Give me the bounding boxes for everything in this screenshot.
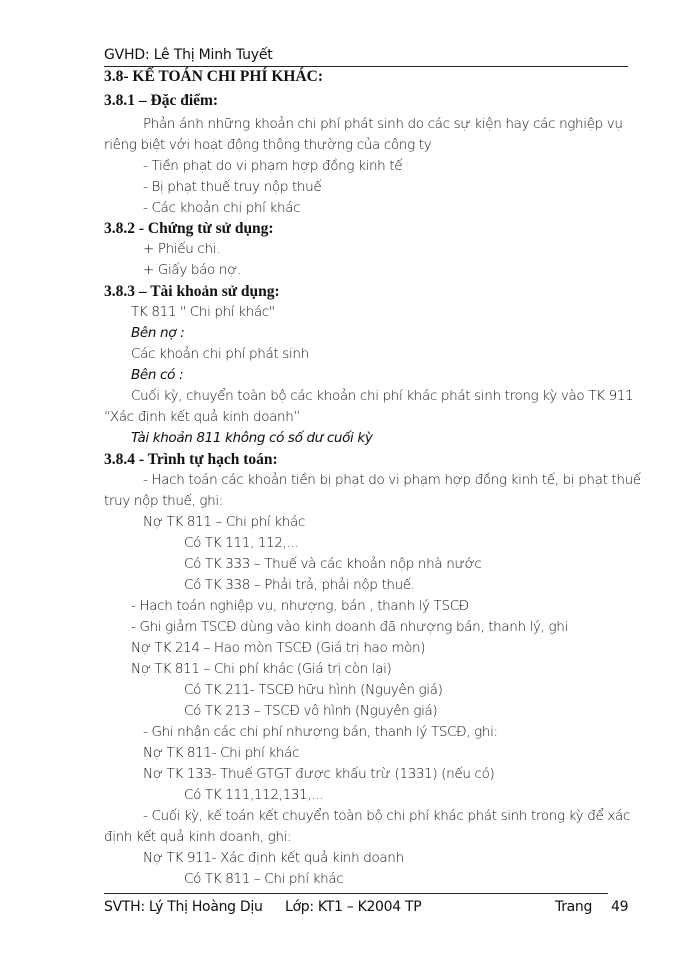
entry-debit: Nợ TK 811 – Chi phí khác (Giá trị còn lại) xyxy=(131,661,392,677)
entry-debit: Nợ TK 911- Xác định kết quả kinh doanh xyxy=(143,850,404,866)
footer-rule xyxy=(104,893,608,894)
heading-3-8-4: 3.8.4 - Trình tự hạch toán: xyxy=(104,451,278,468)
section-title: 3.8- KẾ TOÁN CHI PHÍ KHÁC: xyxy=(104,68,324,85)
heading-3-8-3: 3.8.3 – Tài khoản sử dụng: xyxy=(104,283,280,300)
entry-credit: Có TK 811 – Chi phí khác xyxy=(184,871,344,887)
para-line: Phản ánh những khoản chi phí phát sinh do các sự kiện hay các nghiệp vụ xyxy=(143,116,623,132)
entry-credit: Có TK 213 – TSCĐ vô hình (Nguyên giá) xyxy=(184,703,438,719)
footer-student: SVTH: Lý Thị Hoàng Dịu xyxy=(104,899,263,915)
debit-text: Các khoản chi phí phát sinh xyxy=(131,346,309,362)
list-item: - Các khoản chi phí khác xyxy=(143,200,301,216)
credit-text: Cuối kỳ, chuyển toàn bộ các khoản chi phí khác phát sinh trong kỳ vào TK 911 xyxy=(131,388,634,404)
heading-3-8-1: 3.8.1 – Đặc điểm: xyxy=(104,92,219,109)
account-name: TK 811 " Chi phí khác" xyxy=(131,304,275,320)
body-line: định kết quả kinh doanh, ghi: xyxy=(104,829,292,845)
entry-debit: Nợ TK 811 – Chi phí khác xyxy=(143,514,305,530)
list-item: + Phiếu chi. xyxy=(143,241,221,257)
entry-debit: Nợ TK 811- Chi phí khác xyxy=(143,745,300,761)
entry-credit: Có TK 111, 112,... xyxy=(184,535,299,551)
entry-debit: Nợ TK 214 – Hao mòn TSCĐ (Giá trị hao mòn) xyxy=(131,640,426,656)
footer-page-label: Trang xyxy=(555,899,593,915)
list-item: - Bị phạt thuế truy nộp thuế xyxy=(143,179,322,195)
body-line: truy nộp thuế, ghi: xyxy=(104,493,223,509)
footer-class: Lớp: KT1 – K2004 TP xyxy=(285,899,422,915)
account-note: Tài khoản 811 không có số dư cuối kỳ xyxy=(131,430,373,446)
credit-text: “Xác định kết quả kinh doanh” xyxy=(104,409,301,425)
heading-3-8-2: 3.8.2 - Chứng từ sử dụng: xyxy=(104,220,274,237)
entry-credit: Có TK 111,112,131,... xyxy=(184,787,324,803)
header-instructor: GVHD: Lê Thị Minh Tuyết xyxy=(104,47,273,63)
para-line: riêng biệt với hoạt động thông thường của công ty xyxy=(104,137,432,153)
body-line: - Ghi nhận các chi phí nhượng bán, thanh lý TSCĐ, ghi: xyxy=(143,724,498,740)
entry-debit: Nợ TK 133- Thuế GTGT được khấu trừ (1331) (nếu có) xyxy=(143,766,495,782)
credit-label: Bên có : xyxy=(131,367,184,383)
entry-credit: Có TK 338 – Phải trả, phải nộp thuế. xyxy=(184,577,415,593)
body-line: - Ghi giảm TSCĐ dùng vào kinh doanh đã nhượng bán, thanh lý, ghi xyxy=(131,619,568,635)
body-line: - Hạch toán nghiệp vụ, nhượng, bán , thanh lý TSCĐ xyxy=(131,598,469,614)
list-item: - Tiền phạt do vi phạm hợp đồng kinh tế xyxy=(143,158,403,174)
debit-label: Bên nợ : xyxy=(131,325,185,341)
entry-credit: Có TK 333 – Thuế và các khoản nộp nhà nước xyxy=(184,556,482,572)
header-rule xyxy=(104,66,628,67)
body-line: - Cuối kỳ, kế toán kết chuyển toàn bộ chi phí khác phát sinh trong kỳ để xác xyxy=(143,808,631,824)
list-item: + Giấy báo nợ. xyxy=(143,262,241,278)
footer-page-number: 49 xyxy=(611,899,629,915)
body-line: - Hạch toán các khoản tiền bị phạt do vi phạm hợp đồng kinh tế, bị phạt thuế xyxy=(143,472,641,488)
entry-credit: Có TK 211- TSCĐ hữu hình (Nguyên giá) xyxy=(184,682,443,698)
